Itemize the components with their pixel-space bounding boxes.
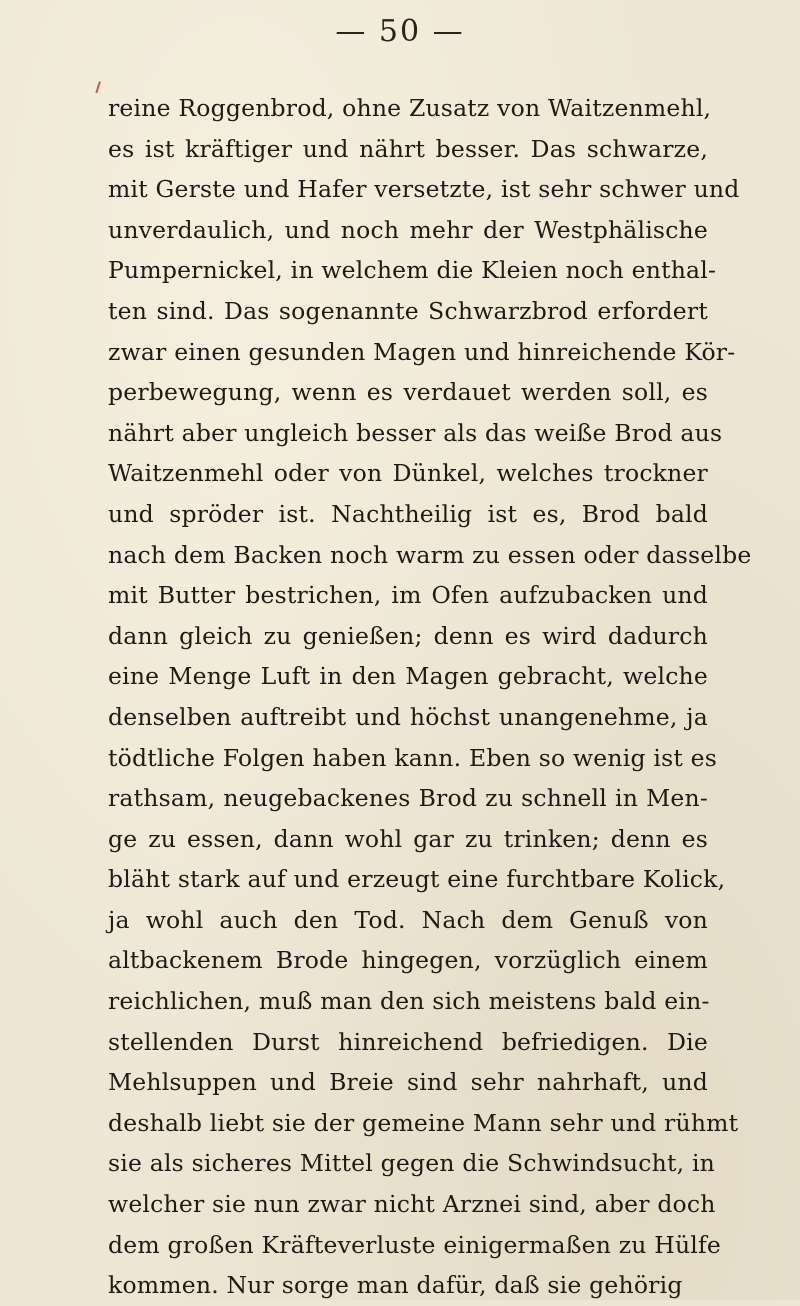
text-line: ja wohl auch den Tod. Nach dem Genuß von (108, 905, 708, 934)
text-line: ten sind. Das sogenannte Schwarzbrod erfordert (108, 296, 708, 325)
text-line: reichlichen, muß man den sich meistens bald ein- (108, 987, 710, 1016)
text-line: deshalb liebt sie der gemeine Mann sehr und rühmt (108, 1108, 739, 1137)
text-line: sie als sicheres Mittel gegen die Schwindsucht, in (108, 1149, 715, 1178)
page-number: — 50 — (335, 14, 465, 49)
text-line: tödtliche Folgen haben kann. Eben so wenig ist es (108, 743, 718, 772)
text-line: dann gleich zu genießen; denn es wird dadurch (108, 621, 708, 650)
text-line: eine Menge Luft in den Magen gebracht, welche (108, 662, 708, 691)
body-text (108, 88, 752, 1306)
text-line: kommen. Nur sorge man dafür, daß sie gehörig (108, 1271, 683, 1300)
text-line: zwar einen gesunden Magen und hinreichende Kör- (108, 337, 736, 366)
text-line: nährt aber ungleich besser als das weiße Brod aus (108, 418, 723, 447)
text-line: dem großen Kräfteverluste einigermaßen zu Hülfe (108, 1230, 722, 1259)
ink-mark (95, 81, 105, 95)
text-line: mit Butter bestrichen, im Ofen aufzubacken und (108, 581, 708, 610)
text-line: bläht stark auf und erzeugt eine furchtbare Kolick, (108, 865, 726, 894)
text-line: ge zu essen, dann wohl gar zu trinken; denn es (108, 824, 708, 853)
text-line: altbackenem Brode hingegen, vorzüglich einem (108, 946, 708, 975)
text-line: perbewegung, wenn es verdauet werden soll, es (108, 378, 708, 407)
text-line: und spröder ist. Nachtheilig ist es, Brod bald (108, 499, 708, 528)
text-line: mit Gerste und Hafer versetzte, ist sehr schwer und (108, 175, 740, 204)
text-line: welcher sie nun zwar nicht Arznei sind, aber doch (108, 1190, 716, 1219)
text-line: stellenden Durst hinreichend befriedigen. Die (108, 1027, 708, 1056)
text-line: rathsam, neugebackenes Brod zu schnell in Men- (108, 784, 708, 813)
text-line: Pumpernickel, in welchem die Kleien noch enthal- (108, 256, 717, 285)
text-line: es ist kräftiger und nährt besser. Das schwarze, (108, 134, 708, 163)
text-line: nach dem Backen noch warm zu essen oder dasselbe (108, 540, 752, 569)
text-line: reine Roggenbrod, ohne Zusatz von Waitzenmehl, (108, 94, 712, 122)
text-line: unverdaulich, und noch mehr der Westphälische (108, 215, 708, 244)
text-line: Waitzenmehl oder von Dünkel, welches trockner (108, 459, 708, 488)
text-line: Mehlsuppen und Breie sind sehr nahrhaft, und (108, 1068, 708, 1097)
text-line: denselben auftreibt und höchst unangenehme, ja (108, 702, 708, 731)
